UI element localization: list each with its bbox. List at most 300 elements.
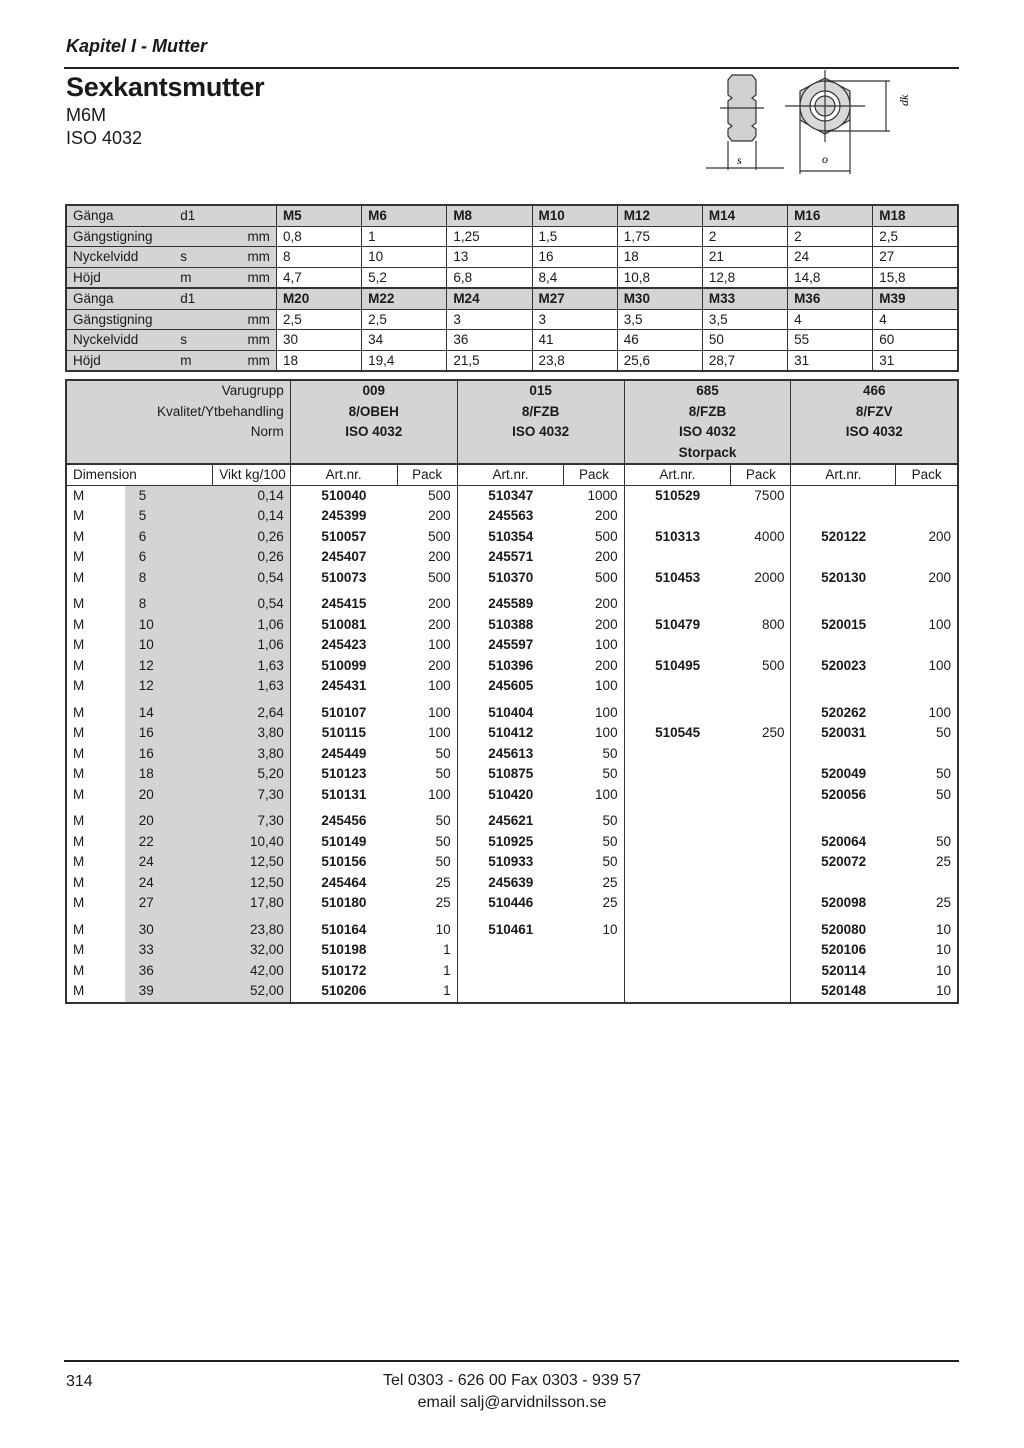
dimension-value: M22 xyxy=(362,288,447,309)
pack: 200 xyxy=(564,615,624,636)
artnr: 510453 xyxy=(624,568,731,589)
artnr: 245605 xyxy=(457,676,564,697)
artnr: 520031 xyxy=(791,723,896,744)
dimension-value: 21,5 xyxy=(447,350,532,371)
pack: 50 xyxy=(896,832,958,853)
dim-size: 6 xyxy=(125,547,213,568)
pack xyxy=(731,676,791,697)
dimension-value: 3 xyxy=(447,309,532,330)
pack: 25 xyxy=(896,893,958,914)
artnr: 245639 xyxy=(457,873,564,894)
pack: 100 xyxy=(397,697,457,724)
weight: 0,14 xyxy=(213,485,291,506)
pack xyxy=(731,893,791,914)
dimension-value: 25,6 xyxy=(617,350,702,371)
pack: 100 xyxy=(564,697,624,724)
product-standard: ISO 4032 xyxy=(66,128,143,148)
pack xyxy=(896,635,958,656)
property-unit: d1 xyxy=(174,205,214,226)
dimension-value: M5 xyxy=(276,205,361,226)
pack: 50 xyxy=(896,723,958,744)
group-4-kvalitet: 8/FZV xyxy=(791,402,958,423)
pack: 50 xyxy=(896,764,958,785)
pack: 50 xyxy=(397,744,457,765)
pack xyxy=(731,873,791,894)
artnr xyxy=(624,697,731,724)
weight: 32,00 xyxy=(213,940,291,961)
pack: 800 xyxy=(731,615,791,636)
artnr xyxy=(457,940,564,961)
artnr xyxy=(624,852,731,873)
weight: 7,30 xyxy=(213,785,291,806)
dimension-value: M36 xyxy=(788,288,873,309)
artnr: 510081 xyxy=(290,615,397,636)
dimension-value: 16 xyxy=(532,247,617,268)
label-norm: Norm xyxy=(66,422,290,443)
pack xyxy=(731,547,791,568)
weight: 0,54 xyxy=(213,568,291,589)
weight: 1,06 xyxy=(213,615,291,636)
dim-prefix: M xyxy=(66,723,125,744)
pack xyxy=(731,852,791,873)
group-2-kvalitet: 8/FZB xyxy=(457,402,624,423)
artnr: 510206 xyxy=(290,981,397,1003)
dim-prefix: M xyxy=(66,981,125,1003)
pack xyxy=(731,832,791,853)
artnr: 510115 xyxy=(290,723,397,744)
artnr xyxy=(624,893,731,914)
header-rule xyxy=(64,67,959,69)
artnr: 510354 xyxy=(457,527,564,548)
artnr: 520106 xyxy=(791,940,896,961)
pack: 100 xyxy=(397,723,457,744)
property-label: Gänga xyxy=(66,288,174,309)
weight: 7,30 xyxy=(213,805,291,832)
artnr xyxy=(624,940,731,961)
col-artnr: Art.nr. xyxy=(624,464,731,485)
dimension-value: M33 xyxy=(702,288,787,309)
pack xyxy=(731,697,791,724)
dim-prefix: M xyxy=(66,676,125,697)
table-row xyxy=(66,635,958,656)
artnr: 510347 xyxy=(457,485,564,506)
pack: 200 xyxy=(397,547,457,568)
contact-email: email salj@arvidnilsson.se xyxy=(417,1394,607,1411)
artnr xyxy=(791,485,896,506)
artnr: 245431 xyxy=(290,676,397,697)
pack xyxy=(896,506,958,527)
artnr: 520049 xyxy=(791,764,896,785)
property-unit: d1 xyxy=(174,288,214,309)
property-unit: m xyxy=(174,350,214,371)
dim-size: 5 xyxy=(125,506,213,527)
pack: 50 xyxy=(397,764,457,785)
pack: 4000 xyxy=(731,527,791,548)
dimension-value: 3,5 xyxy=(617,309,702,330)
property-unit: mm xyxy=(214,350,276,371)
pack: 1 xyxy=(397,940,457,961)
dimension-value: 34 xyxy=(362,330,447,351)
dim-prefix: M xyxy=(66,940,125,961)
property-label: Nyckelvidd xyxy=(66,247,174,268)
dim-size: 18 xyxy=(125,764,213,785)
dimension-value: 10 xyxy=(362,247,447,268)
dimension-value: 10,8 xyxy=(617,267,702,288)
dim-size: 33 xyxy=(125,940,213,961)
group-1-kvalitet: 8/OBEH xyxy=(290,402,457,423)
pack: 10 xyxy=(896,914,958,941)
weight: 0,54 xyxy=(213,588,291,615)
weight: 5,20 xyxy=(213,764,291,785)
dim-prefix: M xyxy=(66,568,125,589)
artnr: 510370 xyxy=(457,568,564,589)
dimension-value: 24 xyxy=(788,247,873,268)
dim-prefix: M xyxy=(66,893,125,914)
group-1-extra xyxy=(290,443,457,465)
pack: 500 xyxy=(397,485,457,506)
table-row xyxy=(66,764,958,785)
label-o: o xyxy=(822,152,828,166)
dimension-value: 41 xyxy=(532,330,617,351)
property-label: Gängstigning xyxy=(66,309,174,330)
artnr: 510198 xyxy=(290,940,397,961)
artnr: 510388 xyxy=(457,615,564,636)
pack xyxy=(896,744,958,765)
dimension-value: 1,5 xyxy=(532,226,617,247)
pack: 50 xyxy=(564,764,624,785)
table-row xyxy=(66,506,958,527)
property-unit xyxy=(214,288,276,309)
pack: 500 xyxy=(397,568,457,589)
dim-prefix: M xyxy=(66,852,125,873)
artnr xyxy=(791,873,896,894)
dimension-value: 12,8 xyxy=(702,267,787,288)
property-unit: mm xyxy=(214,330,276,351)
dim-size: 24 xyxy=(125,873,213,894)
dimension-value: M20 xyxy=(276,288,361,309)
artnr: 245597 xyxy=(457,635,564,656)
dimension-table xyxy=(65,204,959,372)
nut-top-view xyxy=(785,70,890,174)
table-row xyxy=(66,676,958,697)
dim-prefix: M xyxy=(66,506,125,527)
table-row xyxy=(66,568,958,589)
dimension-value: 2,5 xyxy=(873,226,958,247)
pack: 10 xyxy=(564,914,624,941)
dim-size: 16 xyxy=(125,723,213,744)
nut-side-view xyxy=(706,75,784,170)
pack xyxy=(896,873,958,894)
artnr: 510420 xyxy=(457,785,564,806)
weight: 2,64 xyxy=(213,697,291,724)
artnr xyxy=(791,676,896,697)
artnr: 510073 xyxy=(290,568,397,589)
product-title: Sexkantsmutter xyxy=(66,72,265,102)
artnr: 510149 xyxy=(290,832,397,853)
pack: 10 xyxy=(896,940,958,961)
artnr: 245399 xyxy=(290,506,397,527)
artnr: 510131 xyxy=(290,785,397,806)
property-label: Höjd xyxy=(66,267,174,288)
group-3-varugrupp: 685 xyxy=(624,380,791,402)
weight: 12,50 xyxy=(213,873,291,894)
weight: 1,06 xyxy=(213,635,291,656)
dim-prefix: M xyxy=(66,485,125,506)
pack: 25 xyxy=(397,873,457,894)
table-row xyxy=(66,940,958,961)
group-1-varugrupp: 009 xyxy=(290,380,457,402)
pack: 1 xyxy=(397,981,457,1003)
dim-size: 36 xyxy=(125,961,213,982)
hex-nut-drawing xyxy=(700,70,930,180)
dim-prefix: M xyxy=(66,744,125,765)
weight: 52,00 xyxy=(213,981,291,1003)
dimension-value: M16 xyxy=(788,205,873,226)
group-4-norm: ISO 4032 xyxy=(791,422,958,443)
table-row xyxy=(66,588,958,615)
label-blank xyxy=(66,443,290,465)
pack xyxy=(731,506,791,527)
dim-size: 8 xyxy=(125,588,213,615)
dim-prefix: M xyxy=(66,914,125,941)
artnr xyxy=(457,961,564,982)
pack: 200 xyxy=(564,547,624,568)
dimension-value: 15,8 xyxy=(873,267,958,288)
pack xyxy=(731,805,791,832)
property-unit: m xyxy=(174,267,214,288)
dimension-value: 50 xyxy=(702,330,787,351)
artnr xyxy=(624,744,731,765)
table-row xyxy=(66,914,958,941)
dimension-value: 1,75 xyxy=(617,226,702,247)
dimension-value: M18 xyxy=(873,205,958,226)
dimension-row xyxy=(66,226,958,247)
pack: 200 xyxy=(397,615,457,636)
pack: 100 xyxy=(564,785,624,806)
article-table xyxy=(65,379,959,1004)
dim-prefix: M xyxy=(66,785,125,806)
group-3-norm: ISO 4032 xyxy=(624,422,791,443)
artnr: 510479 xyxy=(624,615,731,636)
pack: 50 xyxy=(397,805,457,832)
pack xyxy=(731,764,791,785)
weight: 10,40 xyxy=(213,832,291,853)
group-4-extra xyxy=(791,443,958,465)
artnr: 245456 xyxy=(290,805,397,832)
pack: 100 xyxy=(896,656,958,677)
dimension-value: M10 xyxy=(532,205,617,226)
dim-size: 39 xyxy=(125,981,213,1003)
pack xyxy=(896,485,958,506)
artnr: 510040 xyxy=(290,485,397,506)
pack: 200 xyxy=(397,588,457,615)
col-pack: Pack xyxy=(564,464,624,485)
weight: 0,26 xyxy=(213,547,291,568)
dimension-row xyxy=(66,288,958,309)
artnr: 510925 xyxy=(457,832,564,853)
artnr: 510107 xyxy=(290,697,397,724)
dimension-value: 19,4 xyxy=(362,350,447,371)
dimension-value: 14,8 xyxy=(788,267,873,288)
weight: 3,80 xyxy=(213,744,291,765)
pack: 100 xyxy=(397,635,457,656)
dimension-value: 1,25 xyxy=(447,226,532,247)
table-row xyxy=(66,744,958,765)
pack xyxy=(731,940,791,961)
artnr xyxy=(791,744,896,765)
weight: 3,80 xyxy=(213,723,291,744)
pack: 1 xyxy=(397,961,457,982)
artnr: 520122 xyxy=(791,527,896,548)
product-subtitle: M6M xyxy=(66,105,106,125)
table-row xyxy=(66,852,958,873)
group-2-extra xyxy=(457,443,624,465)
dimension-value: M39 xyxy=(873,288,958,309)
dimension-value: 4,7 xyxy=(276,267,361,288)
dimension-row xyxy=(66,267,958,288)
pack: 10 xyxy=(896,961,958,982)
weight: 12,50 xyxy=(213,852,291,873)
artnr: 245449 xyxy=(290,744,397,765)
pack xyxy=(731,961,791,982)
pack xyxy=(731,981,791,1003)
dim-size: 8 xyxy=(125,568,213,589)
artnr: 520114 xyxy=(791,961,896,982)
dimension-value: 4 xyxy=(788,309,873,330)
dimension-value: M27 xyxy=(532,288,617,309)
pack: 10 xyxy=(397,914,457,941)
dimension-value: 3,5 xyxy=(702,309,787,330)
dimension-value: 4 xyxy=(873,309,958,330)
table-row xyxy=(66,961,958,982)
artnr: 520148 xyxy=(791,981,896,1003)
dim-size: 5 xyxy=(125,485,213,506)
col-pack: Pack xyxy=(731,464,791,485)
dimension-row xyxy=(66,247,958,268)
artnr xyxy=(624,506,731,527)
artnr xyxy=(624,676,731,697)
artnr: 510164 xyxy=(290,914,397,941)
dimension-value: 2 xyxy=(788,226,873,247)
artnr: 245589 xyxy=(457,588,564,615)
dimension-value: M6 xyxy=(362,205,447,226)
dim-size: 30 xyxy=(125,914,213,941)
pack xyxy=(564,981,624,1003)
pack: 100 xyxy=(397,676,457,697)
dim-size: 24 xyxy=(125,852,213,873)
pack xyxy=(731,588,791,615)
artnr: 245613 xyxy=(457,744,564,765)
artnr xyxy=(457,981,564,1003)
dim-prefix: M xyxy=(66,873,125,894)
dimension-value: 13 xyxy=(447,247,532,268)
pack xyxy=(896,805,958,832)
pack xyxy=(731,635,791,656)
artnr: 520056 xyxy=(791,785,896,806)
artnr: 510933 xyxy=(457,852,564,873)
dimension-value: 23,8 xyxy=(532,350,617,371)
table-row xyxy=(66,485,958,506)
dim-size: 27 xyxy=(125,893,213,914)
pack: 50 xyxy=(564,744,624,765)
weight: 17,80 xyxy=(213,893,291,914)
dim-prefix: M xyxy=(66,656,125,677)
dimension-value: 2 xyxy=(702,226,787,247)
artnr: 510461 xyxy=(457,914,564,941)
artnr xyxy=(624,588,731,615)
table-row xyxy=(66,615,958,636)
pack: 50 xyxy=(397,852,457,873)
property-unit: s xyxy=(174,247,214,268)
dimension-value: 8 xyxy=(276,247,361,268)
artnr xyxy=(624,635,731,656)
dim-prefix: M xyxy=(66,961,125,982)
artnr: 245621 xyxy=(457,805,564,832)
dim-size: 14 xyxy=(125,697,213,724)
dimension-value: 46 xyxy=(617,330,702,351)
artnr xyxy=(624,805,731,832)
pack: 100 xyxy=(564,635,624,656)
pack: 50 xyxy=(564,852,624,873)
group-3-kvalitet: 8/FZB xyxy=(624,402,791,423)
weight: 0,26 xyxy=(213,527,291,548)
property-unit: mm xyxy=(214,247,276,268)
pack: 25 xyxy=(896,852,958,873)
footer-rule xyxy=(64,1360,959,1362)
dimension-value: 3 xyxy=(532,309,617,330)
pack: 200 xyxy=(397,506,457,527)
artnr xyxy=(791,805,896,832)
dimension-value: 36 xyxy=(447,330,532,351)
pack: 2000 xyxy=(731,568,791,589)
dim-prefix: M xyxy=(66,527,125,548)
label-varugrupp: Varugrupp xyxy=(66,380,290,402)
artnr: 520023 xyxy=(791,656,896,677)
property-label: Gänga xyxy=(66,205,174,226)
group-2-varugrupp: 015 xyxy=(457,380,624,402)
dimension-value: 8,4 xyxy=(532,267,617,288)
dimension-value: 55 xyxy=(788,330,873,351)
label-dk: dk xyxy=(897,94,911,106)
pack: 7500 xyxy=(731,485,791,506)
dimension-value: M14 xyxy=(702,205,787,226)
dimension-row xyxy=(66,205,958,226)
artnr: 520072 xyxy=(791,852,896,873)
footer-contact xyxy=(0,1370,1024,1414)
dim-size: 16 xyxy=(125,744,213,765)
dim-size: 20 xyxy=(125,805,213,832)
artnr xyxy=(791,506,896,527)
pack: 100 xyxy=(896,615,958,636)
pack xyxy=(896,588,958,615)
weight: 1,63 xyxy=(213,676,291,697)
artnr: 520262 xyxy=(791,697,896,724)
artnr: 245563 xyxy=(457,506,564,527)
table-row xyxy=(66,981,958,1003)
col-pack: Pack xyxy=(397,464,457,485)
dim-size: 22 xyxy=(125,832,213,853)
table-row xyxy=(66,697,958,724)
pack: 200 xyxy=(896,527,958,548)
pack: 10 xyxy=(896,981,958,1003)
artnr xyxy=(624,832,731,853)
artnr xyxy=(624,873,731,894)
property-unit xyxy=(214,205,276,226)
dim-prefix: M xyxy=(66,832,125,853)
col-artnr: Art.nr. xyxy=(457,464,564,485)
dim-prefix: M xyxy=(66,805,125,832)
dim-prefix: M xyxy=(66,615,125,636)
